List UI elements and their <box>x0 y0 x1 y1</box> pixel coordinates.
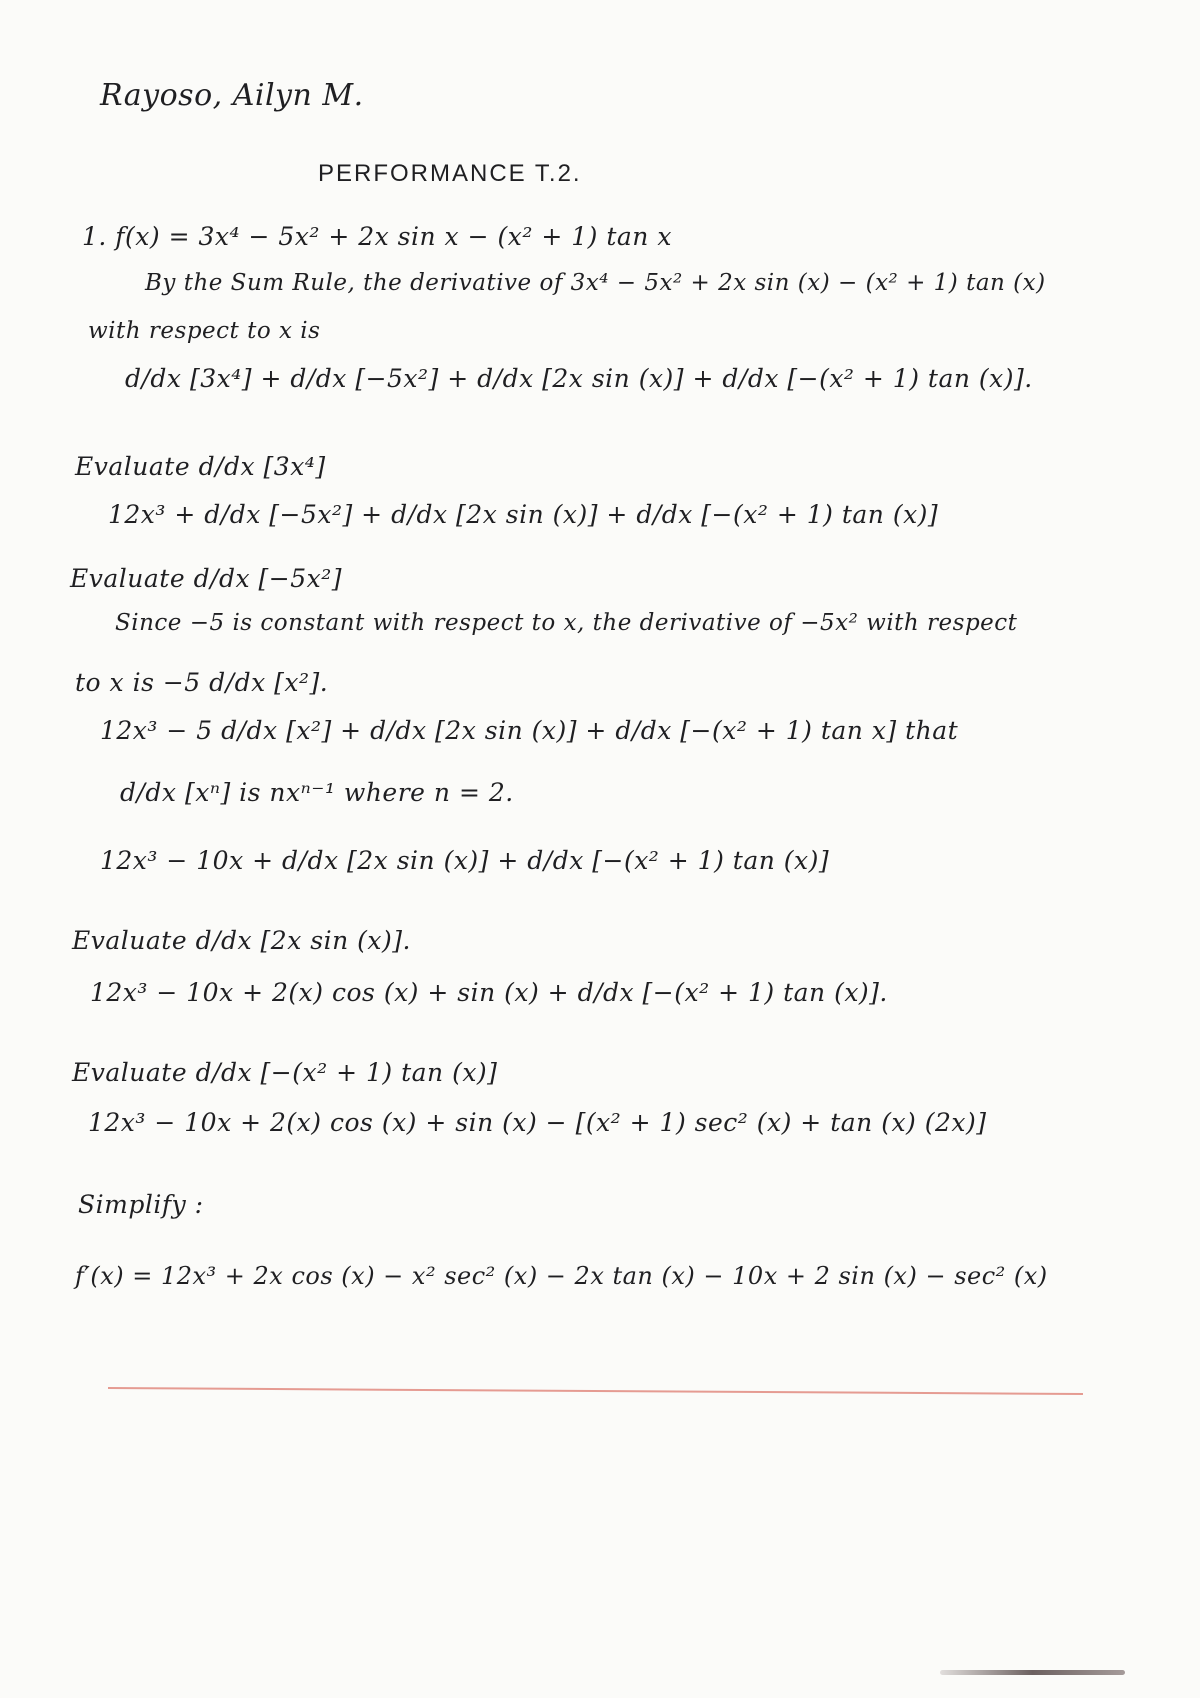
sum-rule-text: By the Sum Rule, the derivative of 3x⁴ − 5x² + 2x sin (x) − (x² + 1) tan (x) <box>145 270 1046 296</box>
problem-statement: 1. f(x) = 3x⁴ − 5x² + 2x sin x − (x² + 1) tan x <box>82 222 672 251</box>
result-step-3: 12x³ − 10x + 2(x) cos (x) + sin (x) + d/dx [−(x² + 1) tan (x)]. <box>90 978 888 1007</box>
evaluate-step-2: Evaluate d/dx [−5x²] <box>70 564 343 593</box>
result-step-4: 12x³ − 10x + 2(x) cos (x) + sin (x) − [(x² + 1) sec² (x) + tan (x) (2x)] <box>88 1108 987 1137</box>
page-title: PERFORMANCE T.2. <box>318 160 582 187</box>
final-answer: f′(x) = 12x³ + 2x cos (x) − x² sec² (x) − 2x tan (x) − 10x + 2 sin (x) − sec² (x) <box>75 1262 1048 1290</box>
result-power-rule: 12x³ − 10x + d/dx [2x sin (x)] + d/dx [−(x² + 1) tan (x)] <box>100 846 830 875</box>
result-step-2: 12x³ − 5 d/dx [x²] + d/dx [2x sin (x)] + d/dx [−(x² + 1) tan x] that <box>100 716 959 745</box>
constant-explanation-cont: to x is −5 d/dx [x²]. <box>75 668 329 697</box>
respect-text: with respect to x is <box>88 318 321 344</box>
evaluate-step-4: Evaluate d/dx [−(x² + 1) tan (x)] <box>72 1058 498 1087</box>
evaluate-step-1: Evaluate d/dx [3x⁴] <box>75 452 326 481</box>
red-underline <box>108 1387 1083 1395</box>
evaluate-step-3: Evaluate d/dx [2x sin (x)]. <box>72 926 411 955</box>
student-name: Rayoso, Ailyn M. <box>100 78 364 113</box>
edge-smudge <box>940 1670 1125 1675</box>
expanded-derivative: d/dx [3x⁴] + d/dx [−5x²] + d/dx [2x sin (x)] + d/dx [−(x² + 1) tan (x)]. <box>125 364 1033 393</box>
result-step-1: 12x³ + d/dx [−5x²] + d/dx [2x sin (x)] + d/dx [−(x² + 1) tan (x)] <box>108 500 939 529</box>
constant-explanation: Since −5 is constant with respect to x, the derivative of −5x² with respect <box>115 610 1018 636</box>
simplify-label: Simplify : <box>78 1190 204 1219</box>
power-rule-note: d/dx [xⁿ] is nxⁿ⁻¹ where n = 2. <box>120 778 514 807</box>
